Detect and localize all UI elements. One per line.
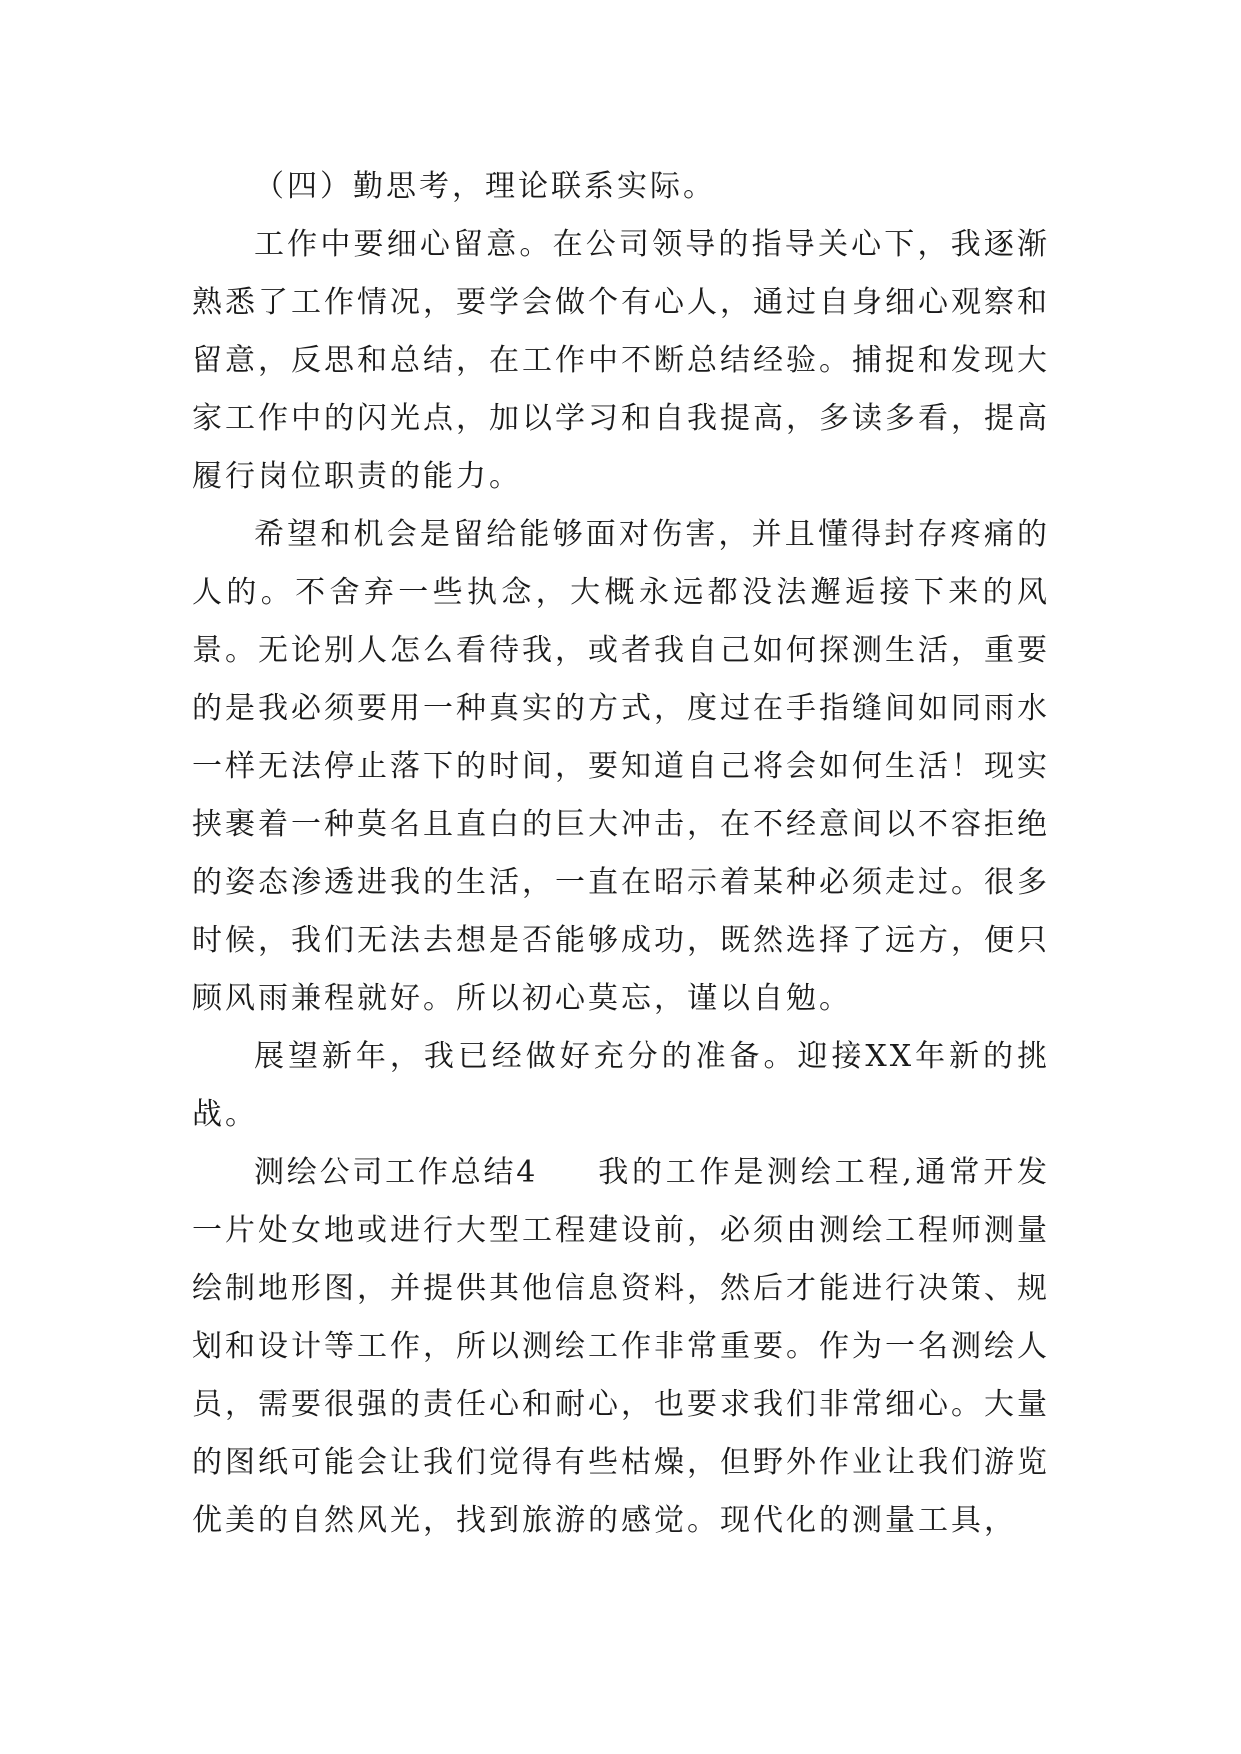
paragraph: 工作中要细心留意。在公司领导的指导关心下，我逐渐熟悉了工作情况，要学会做个有心人，通过自身细心观察和留意，反思和总结，在工作中不断总结经验。捕捉和发现大家工作中的闪光点，加以学习和自我提高，多读多看，提高履行岗位职责的能力。	[192, 227, 1050, 494]
section-body: 我的工作是测绘工程,通常开发一片处女地或进行大型工程建设前，必须由测绘工程师测量绘制地形图，并提供其他信息资料，然后才能进行决策、规划和设计等工作，所以测绘工作非常重要。作为一名测绘人员，需要很强的责任心和耐心，也要求我们非常细心。大量的图纸可能会让我们觉得有些枯燥，但野外作业让我们游览优美的自然风光，找到旅游的感觉。现代化的测量工具，	[192, 1155, 1050, 1538]
section-title: 测绘公司工作总结4	[254, 1155, 538, 1190]
paragraph: 展望新年，我已经做好充分的准备。迎接XX年新的挑战。	[192, 1039, 1050, 1132]
section-heading: （四）勤思考，理论联系实际。	[254, 169, 716, 204]
section-paragraph	[192, 1144, 1050, 1550]
document-body	[192, 158, 1050, 1550]
paragraph: 希望和机会是留给能够面对伤害，并且懂得封存疼痛的人的。不舍弃一些执念，大概永远都没法邂逅接下来的风景。无论别人怎么看待我，或者我自己如何探测生活，重要的是我必须要用一种真实的方式，度过在手指缝间如同雨水一样无法停止落下的时间，要知道自己将会如何生活！现实挟裹着一种莫名且直白的巨大冲击，在不经意间以不容拒绝的姿态渗透进我的生活，一直在昭示着某种必须走过。很多时候，我们无法去想是否能够成功，既然选择了远方，便只顾风雨兼程就好。所以初心莫忘，谨以自勉。	[192, 517, 1050, 1016]
